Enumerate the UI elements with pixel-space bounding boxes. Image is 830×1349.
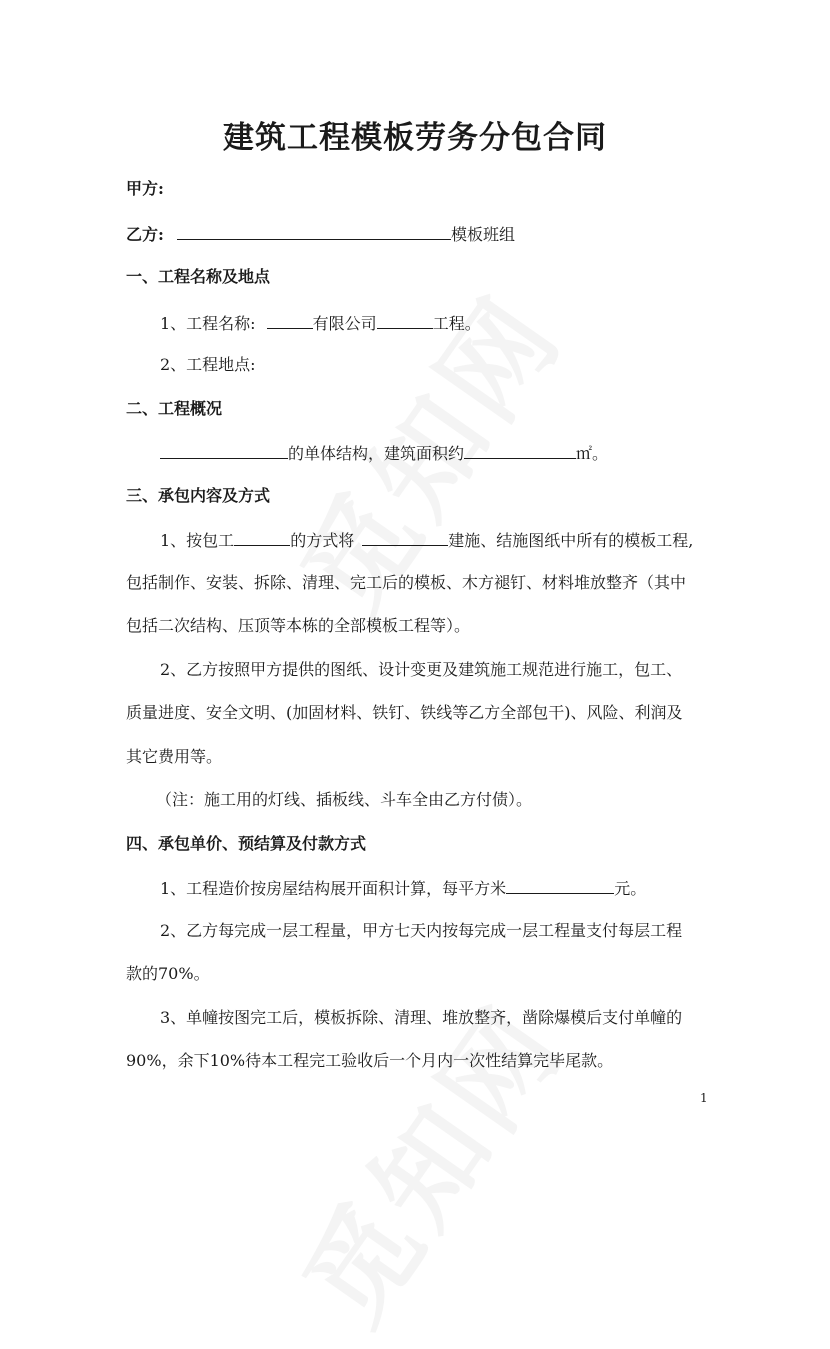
area-blank (464, 441, 576, 459)
payment-p3-line-1: 3、单幢按图完工后，模板拆除、清理、堆放整齐，凿除爆模后支付单幢的 (160, 1008, 683, 1027)
scope-note: （注：施工用的灯线、插板线、斗车全由乙方付债）。 (156, 790, 533, 809)
party-a-label: 甲方: (126, 179, 164, 198)
contract-title: 建筑工程模板劳务分包合同 (223, 120, 607, 156)
project-name-end: 工程。 (432, 314, 481, 333)
scope-line-1 (160, 528, 693, 552)
party-b-blank (177, 222, 451, 240)
price-unit: 元。 (614, 879, 647, 898)
payment-p2-line-1: 2、乙方每完成一层工程量，甲方七天内按每完成一层工程量支付每层工程 (160, 921, 683, 940)
scope-blank-1 (234, 528, 290, 546)
project-name-line (160, 311, 481, 335)
scope-p2-line-1: 2、乙方按照甲方提供的图纸、设计变更及建筑施工规范进行施工，包工、 (160, 660, 683, 679)
scope-text-c: 建施、结施图纸中所有的模板工程, (448, 531, 694, 550)
party-b-line (126, 222, 515, 246)
page-number: 1 (700, 1091, 708, 1105)
scope-p2-line-2: 质量进度、安全文明、(加固材料、铁钉、铁线等乙方全部包干)、风险、利润及 (126, 703, 683, 722)
area-unit: ㎡。 (576, 444, 609, 463)
structure-blank (160, 441, 288, 459)
section3-heading: 三、承包内容及方式 (126, 486, 271, 505)
overview-text: 的单体结构，建筑面积约 (288, 444, 465, 463)
overview-line (160, 441, 608, 465)
section2-heading: 二、工程概况 (126, 399, 223, 418)
section1-heading: 一、工程名称及地点 (126, 267, 271, 286)
unit-price-blank (506, 876, 614, 894)
scope-text-a: 1、按包工 (160, 531, 235, 550)
scope-text-b: 的方式将 (290, 531, 355, 550)
project-name-blank-2 (377, 311, 433, 329)
party-b-suffix: 模板班组 (451, 225, 516, 244)
price-line (160, 876, 646, 900)
payment-p3-line-2: 90%，余下10%待本工程完工验收后一个月内一次性结算完毕尾款。 (126, 1051, 614, 1070)
scope-p2-line-3: 其它费用等。 (126, 747, 223, 766)
project-location-line: 2、工程地点: (160, 355, 256, 374)
party-b-label: 乙方: (126, 225, 164, 244)
project-name-blank-1 (267, 311, 313, 329)
payment-p2-line-2: 款的70%。 (126, 964, 210, 983)
project-name-label: 1、工程名称: (160, 314, 256, 333)
scope-blank-2 (362, 528, 448, 546)
scope-line-2: 包括制作、安装、拆除、清理、完工后的模板、木方褪钉、材料堆放整齐（其中 (126, 573, 687, 592)
price-text: 1、工程造价按房屋结构展开面积计算，每平方米 (160, 879, 507, 898)
project-name-mid: 有限公司 (312, 314, 377, 333)
scope-line-3: 包括二次结构、压顶等本栋的全部模板工程等）。 (126, 616, 471, 635)
section4-heading: 四、承包单价、预结算及付款方式 (126, 834, 367, 853)
